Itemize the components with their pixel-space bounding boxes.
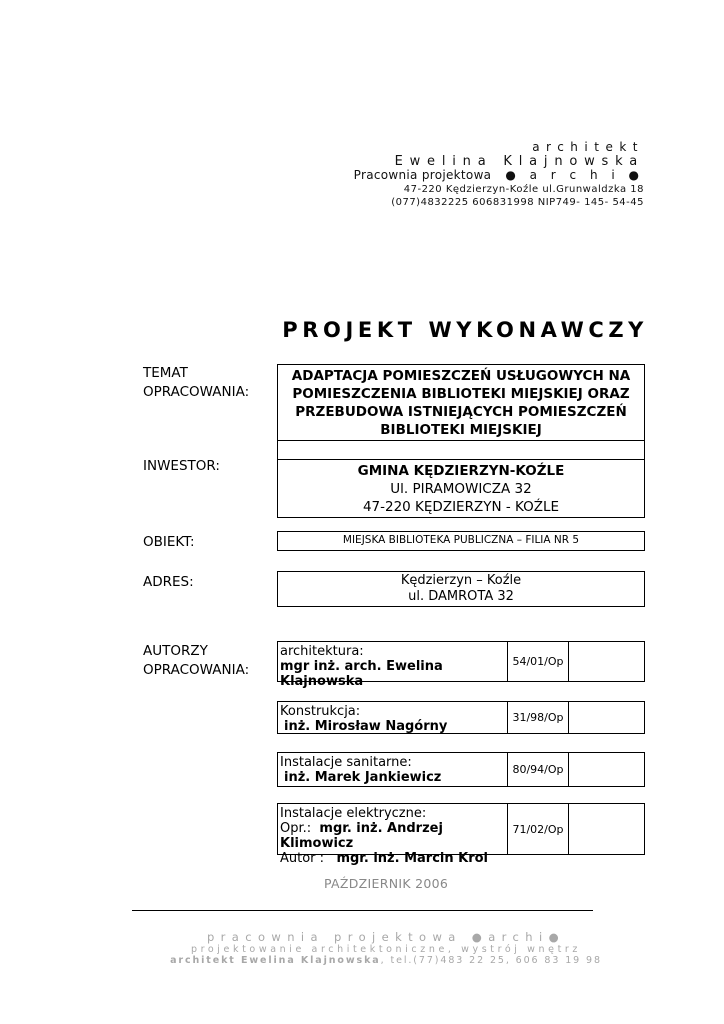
author-opr-name: mgr. inż. Andrzej Klimowicz: [280, 821, 443, 851]
letterhead-phone: (077)4832225 606831998 NIP749- 145- 54-45: [391, 197, 644, 208]
letterhead-name: Ewelina Klajnowska: [394, 154, 644, 169]
letterhead-studio-label: Pracownia projektowa: [353, 168, 492, 182]
author-cell-name: [278, 753, 508, 786]
label-obiekt: OBIEKT:: [143, 534, 195, 550]
temat-box: [277, 364, 645, 518]
temat-line4: BIBLIOTEKI MIEJSKIEJ: [380, 422, 542, 438]
adres-box: [277, 571, 645, 607]
author-signature-cell: [569, 753, 644, 786]
label-autorzy: [143, 642, 249, 680]
author-row-konstrukcja: [277, 701, 645, 734]
inwestor-city: 47-220 KĘDZIERZYN - KOŹLE: [362, 499, 560, 515]
letterhead-address: 47-220 Kędzierzyn-Koźle ul.Grunwaldzka 18: [403, 184, 644, 195]
author-opr-line: [280, 821, 505, 851]
label-autorzy-line2: OPRACOWANIA:: [143, 662, 250, 678]
footer-divider: [132, 910, 593, 911]
adres-line2: ul. DAMROTA 32: [408, 589, 514, 604]
author-name: mgr inż. arch. Ewelina Klajnowska: [280, 659, 443, 689]
temat-text: [278, 365, 644, 441]
author-signature-cell: [569, 804, 644, 854]
document-title: PROJEKT WYKONAWCZY: [282, 318, 648, 342]
author-autor-name: mgr. inż. Marcin Krol: [336, 851, 489, 866]
temat-line2: POMIESZCZENIA BIBLIOTEKI MIEJSKIEJ ORAZ: [292, 386, 630, 402]
temat-line3: PRZEBUDOWA ISTNIEJĄCYCH POMIESZCZEŃ: [295, 404, 627, 420]
obiekt-box: MIEJSKA BIBLIOTEKA PUBLICZNA – FILIA NR 5: [277, 531, 645, 551]
author-role: Instalacje elektryczne:: [280, 806, 427, 821]
footer-architect-name: architekt Ewelina Klajnowska: [170, 955, 381, 966]
label-temat-line2: OPRACOWANIA:: [143, 384, 250, 400]
inwestor-name: GMINA KĘDZIERZYN-KOŹLE: [357, 463, 565, 479]
label-autorzy-line1: AUTORZY: [143, 643, 208, 659]
author-name: inż. Mirosław Nagórny: [284, 719, 448, 734]
author-license: 54/01/Op: [508, 642, 569, 681]
author-role: architektura:: [280, 644, 364, 659]
author-opr-label: Opr.:: [280, 821, 312, 836]
author-signature-cell: [569, 642, 644, 681]
footer-contact: [160, 955, 612, 966]
footer-services: projektowanie architektoniczne, wystrój wnętrz: [190, 944, 582, 955]
author-row-elektryczne: [277, 803, 645, 866]
footer-studio: pracownia projektowa ●archi●: [206, 930, 566, 944]
letterhead-archi-mark: ● a r c h i ●: [505, 168, 644, 182]
label-inwestor: INWESTOR:: [143, 458, 220, 474]
letterhead-studio: [354, 168, 644, 182]
author-cell-name: [278, 804, 508, 866]
author-license: 71/02/Op: [508, 804, 569, 854]
label-temat: [143, 364, 249, 402]
author-cell-name: [278, 702, 508, 733]
author-role: Konstrukcja:: [280, 704, 361, 719]
adres-line1: Kędzierzyn – Koźle: [400, 573, 522, 588]
author-signature-cell: [569, 702, 644, 733]
inwestor-text: [278, 460, 644, 517]
inwestor-street: Ul. PIRAMOWICZA 32: [390, 481, 532, 497]
footer-phone: , tel.(77)483 22 25, 606 83 19 98: [380, 955, 602, 966]
label-adres: ADRES:: [143, 574, 194, 590]
author-row-architektura: [277, 641, 645, 689]
author-row-sanitarne: [277, 752, 645, 787]
author-name: inż. Marek Jankiewicz: [284, 770, 442, 785]
author-license: 80/94/Op: [508, 753, 569, 786]
temat-line1: ADAPTACJA POMIESZCZEŃ USŁUGOWYCH NA: [291, 368, 631, 384]
author-autor-label: Autor :: [280, 851, 325, 866]
document-date: PAŹDZIERNIK 2006: [324, 876, 449, 891]
letterhead-architekt: architekt: [532, 140, 644, 154]
temat-spacer-row: [278, 441, 644, 460]
author-license: 31/98/Op: [508, 702, 569, 733]
author-cell-name: [278, 642, 508, 689]
author-role: Instalacje sanitarne:: [280, 755, 412, 770]
label-temat-line1: TEMAT: [143, 365, 188, 381]
author-autor-line: [280, 851, 505, 866]
